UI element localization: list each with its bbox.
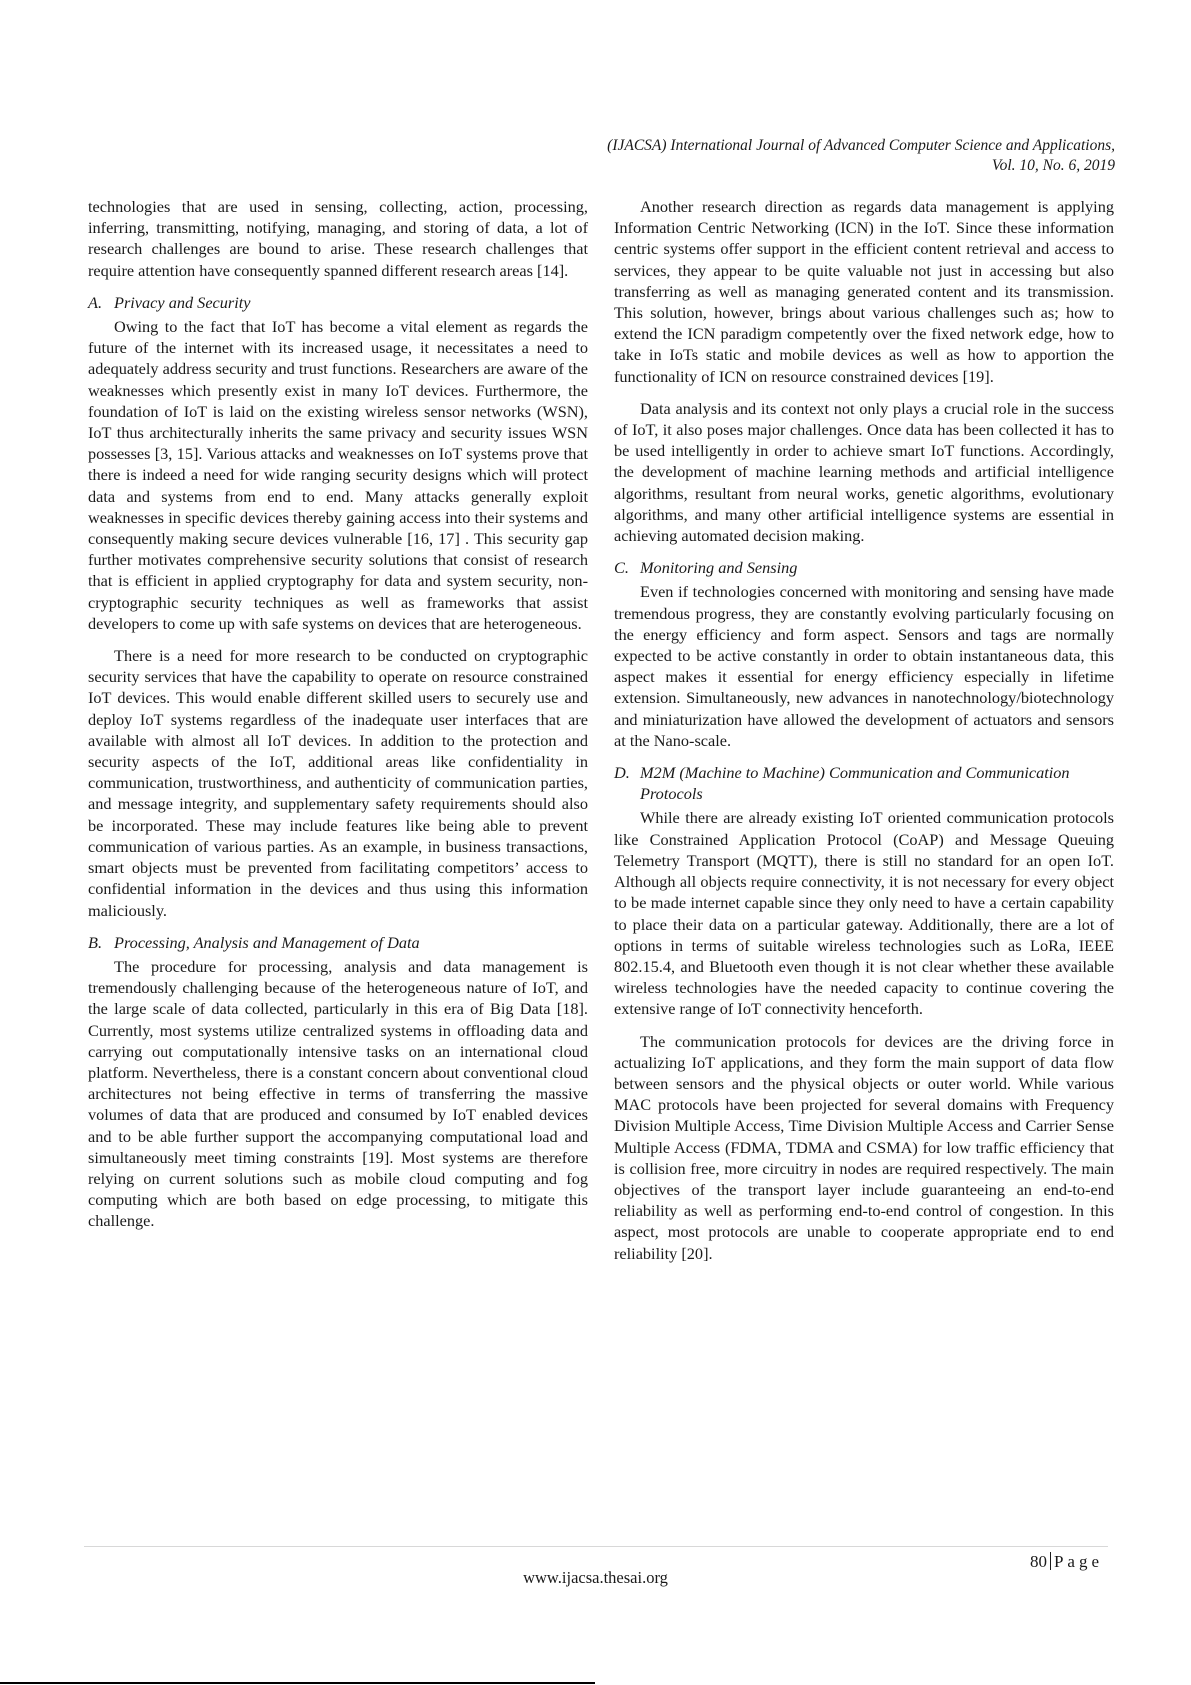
paragraph: While there are already existing IoT oriented communication protocols like Constrained Application Protocol (CoAP) and Message Queuing Telemetry Transport (MQTT), there is still no standard for an open IoT. Although all objects require connectivity, it is not necessary for every object to be made internet capable since they only need to have a certain capability to place their data on a particular gateway. Additionally, there are a lot of options in terms of suitable wireless technologies such as LoRa, IEEE 802.15.4, and Bluetooth even though it is not clear whether these available wireless technologies have the needed capacity to continue covering the extensive range of IoT connectivity henceforth. <box>614 808 1114 1019</box>
right-column <box>614 196 1114 1275</box>
section-heading-d <box>614 762 1114 804</box>
section-title: Monitoring and Sensing <box>640 558 798 578</box>
section-heading-a <box>88 292 588 313</box>
paragraph: The communication protocols for devices are the driving force in actualizing IoT applications, and they form the main support of data flow between sensors and the physical objects or outer world. While various MAC protocols have been projected for several domains with Frequency Division Multiple Access, Time Division Multiple Access and Carrier Sense Multiple Access (FDMA, TDMA and CSMA) for low traffic efficiency that is collision free, more circuitry in nodes are required respectively. The main objectives of the transport layer include guaranteeing an end-to-end reliability as well as performing end-to-end control of congestion. In this aspect, most protocols are unable to cooperate appropriate end to end reliability [20]. <box>614 1031 1114 1263</box>
paragraph: Owing to the fact that IoT has become a vital element as regards the future of the internet with its increased usage, it necessitates a need to adequately address security and trust functions. Researchers are aware of the weaknesses which presently exist in many IoT devices. Furthermore, the foundation of IoT is laid on the existing wireless sensor networks (WSN), IoT thus architecturally inherits the same privacy and security issues WSN possesses [3, 15]. Various attacks and weaknesses on IoT systems prove that there is indeed a need for wide ranging security designs which will protect data and systems from end to end. Many attacks generally exploit weaknesses in specific devices thereby gaining access into their systems and consequently making secure devices vulnerable [16, 17] . This security gap further motivates comprehensive security solutions that consist of research that is efficient in applied cryptography for data and system security, non-cryptographic security techniques as well as frameworks that assist developers to come up with safe systems on devices that are heterogeneous. <box>88 317 588 633</box>
section-title: M2M (Machine to Machine) Communication and Communication Protocols <box>640 763 1070 804</box>
intro-paragraph: technologies that are used in sensing, collecting, action, processing, inferring, transmitting, notifying, managing, and storing of data, a lot of research challenges are bound to arise. These research challenges that require attention have consequently spanned different research areas [14]. <box>88 197 588 280</box>
bottom-rule <box>0 1682 595 1684</box>
footer-divider <box>84 1546 1108 1547</box>
left-column <box>88 196 588 1243</box>
running-header <box>607 136 1115 176</box>
section-heading-c <box>614 557 1114 578</box>
section-title: Privacy and Security <box>114 292 251 312</box>
page-label: Page <box>1053 1552 1103 1571</box>
section-heading-b <box>88 932 588 953</box>
page-number-value: 80 <box>1029 1552 1047 1571</box>
paragraph: There is a need for more research to be conducted on cryptographic security services that have the capability to operate on resource constrained IoT devices. This would enable different skilled users to securely use and deploy IoT systems regardless of the inadequate user interfaces that are available with almost all IoT devices. In addition to the protection and security aspects of the IoT, additional areas like confidentiality in communication, trustworthiness, and authenticity of communication parties, and message integrity, and supplementary safety requirements should also be incorporated. These may include features like being able to prevent communication of various parties. As an example, in business transactions, smart objects must be prevented from facilitating competitors’ access to confidential information in the devices and thus using this information maliciously. <box>88 646 588 920</box>
section-title: Processing, Analysis and Management of Data <box>114 932 420 952</box>
paragraph: Data analysis and its context not only plays a crucial role in the success of IoT, it also poses major challenges. Once data has been collected it has to be used intelligently in order to achieve smart IoT functions. Accordingly, the development of machine learning methods and artificial intelligence algorithms, resultant from neural works, genetic algorithms, evolutionary algorithms, and many other artificial intelligence systems are essential in achieving automated decision making. <box>614 398 1114 546</box>
journal-volume: Vol. 10, No. 6, 2019 <box>991 157 1115 174</box>
journal-title: (IJACSA) International Journal of Advanced Computer Science and Applications, <box>607 137 1115 154</box>
paragraph: The procedure for processing, analysis and data management is tremendously challenging because of the heterogeneous nature of IoT, and the large scale of data collected, particularly in this era of Big Data [18]. Currently, most systems utilize centralized systems in offloading data and carrying out computationally intensive tasks on an international cloud platform. Nevertheless, there is a constant concern about conventional cloud architectures not being effective in terms of transferring the massive volumes of data that are produced and consumed by IoT enabled devices and to be able further support the accompanying computational load and simultaneously meet timing constraints [19]. Most systems are therefore relying on current solutions such as mobile cloud computing and fog computing which are both based on edge processing, to mitigate this challenge. <box>88 956 588 1231</box>
footer-website: www.ijacsa.thesai.org <box>523 1568 668 1587</box>
section-label: C. <box>614 558 629 578</box>
section-label: B. <box>88 932 103 952</box>
paragraph: Another research direction as regards data management is applying Information Centric Networking (ICN) in the IoT. Since these information centric systems offer support in the efficient content retrieval and access to services, they appear to be quite valuable not just in accessing but also transferring as well as managing generated content and its transmission. This solution, however, brings about various challenges such as; how to extend the ICN paradigm competently over the fixed network edge, how to take in IoTs static and mobile devices as well as how to apportion the functionality of ICN on resource constrained devices [19]. <box>614 197 1114 386</box>
section-label: D. <box>614 763 630 783</box>
paragraph: Even if technologies concerned with monitoring and sensing have made tremendous progress, they are constantly evolving particularly focusing on the energy efficiency and form aspect. Sensors and tags are normally expected to be active constantly in order to obtain instantaneous data, this aspect makes it essential for energy efficiency especially in lifetime extension. Simultaneously, new advances in nanotechnology/biotechnology and miniaturization have allowed the development of actuators and sensors at the Nano-scale. <box>614 582 1114 750</box>
section-label: A. <box>88 292 103 312</box>
